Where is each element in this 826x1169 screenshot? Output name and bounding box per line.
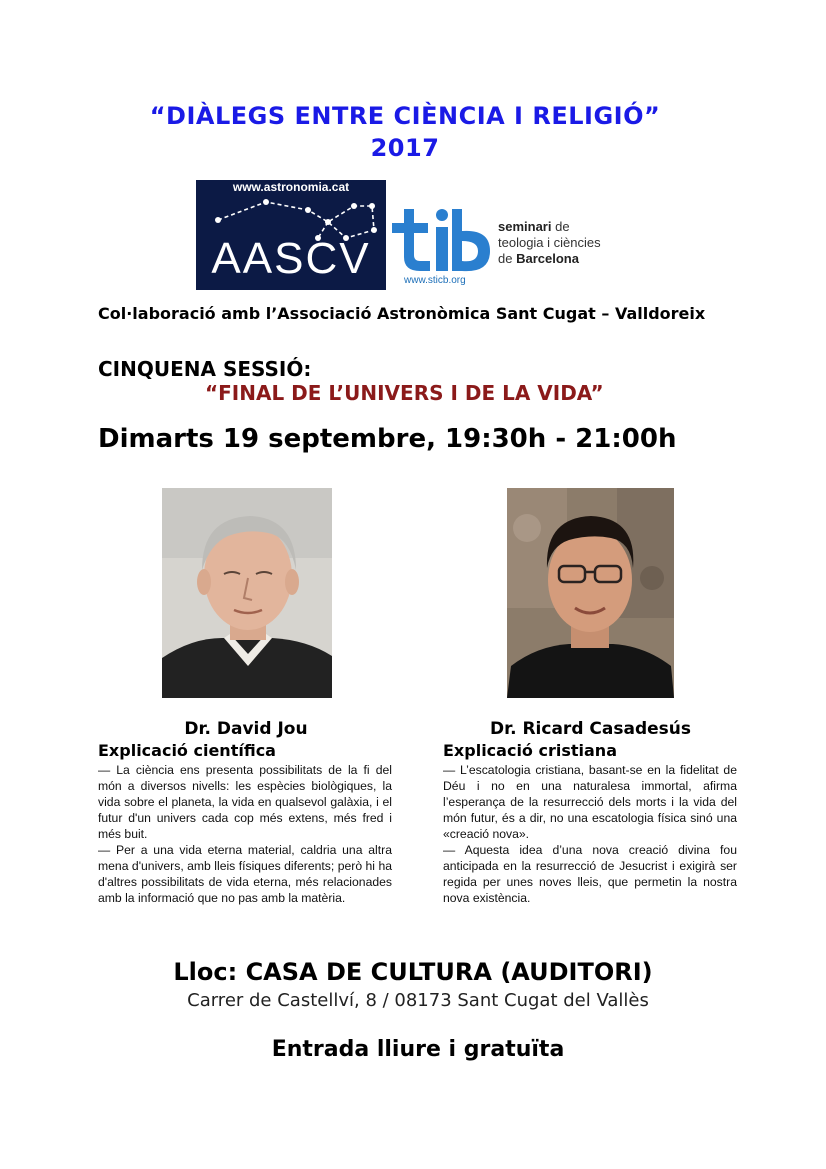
tib-line2: teologia i ciències — [498, 235, 601, 250]
speaker-paragraph: — Per a una vida eterna material, caldria una altra mena d'univers, amb lleis físiques diferents; però hi ha d'altres possibilitats de vida eterna, més relacionades amb la informació que no pas amb la matèria. — [98, 843, 392, 905]
session-date: Dimarts 19 septembre, 19:30h - 21:00h — [98, 424, 677, 454]
speaker-name: Dr. Ricard Casadesús — [490, 719, 691, 739]
speaker-role: Explicació científica — [98, 741, 276, 760]
tib-logo — [390, 205, 620, 291]
event-year: 2017 — [370, 134, 440, 162]
venue-label: Lloc: CASA DE CULTURA (AUDITORI) — [173, 958, 653, 986]
tib-line3-prefix: de — [498, 251, 517, 266]
speaker-name: Dr. David Jou — [184, 719, 308, 739]
tib-mark-icon — [390, 205, 495, 277]
aascv-logo — [196, 180, 386, 290]
aascv-logo-url: www.astronomia.cat — [232, 180, 350, 194]
session-title: “FINAL DE L’UNIVERS I DE LA VIDA” — [205, 381, 604, 405]
tib-line3-bold: Barcelona — [516, 251, 579, 266]
collaboration-line: Col·laboració amb l’Associació Astronòmica Sant Cugat – Valldoreix — [98, 304, 706, 323]
speaker-paragraph: — L’escatologia cristiana, basant-se en la fidelitat de Déu i no en una naturalesa immortal, afirma l’esperança de la resurrecció dels morts i la vida del món futur, és a dir, no una escatologia física sinó una «creació nova». — [443, 763, 737, 841]
tib-line1-bold: seminari — [498, 219, 552, 234]
aascv-logo-name: AASCV — [211, 234, 371, 283]
event-title: “DIÀLEGS ENTRE CIÈNCIA I RELIGIÓ” — [149, 102, 661, 130]
speaker-photo-david-jou — [162, 488, 332, 698]
speaker-paragraph: — Aquesta idea d’una nova creació divina fou anticipada en la resurrecció de Jesucrist i exigirà ser regida per unes noves lleis, que permetin la nostra nova existència. — [443, 843, 737, 905]
entry-info: Entrada lliure i gratuïta — [271, 1037, 565, 1062]
speaker-description — [443, 762, 737, 906]
tib-logo-url: www.sticb.org — [404, 275, 466, 286]
speaker-role: Explicació cristiana — [443, 741, 617, 760]
tib-logo-text — [498, 219, 601, 267]
speaker-photo-ricard-casadesus — [507, 488, 674, 698]
speaker-paragraph: — La ciència ens presenta possibilitats de la fi del món a diversos nivells: les espècies biològiques, la vida sobre el planeta, la vida en qualsevol galàxia, i el futur d'un univers cada cop més extens, més fred i més buit. — [98, 763, 392, 841]
venue-address: Carrer de Castellví, 8 / 08173 Sant Cugat del Vallès — [187, 990, 649, 1011]
tib-line1-rest: de — [551, 219, 570, 234]
speaker-description — [98, 762, 392, 906]
session-label: CINQUENA SESSIÓ: — [98, 357, 312, 381]
